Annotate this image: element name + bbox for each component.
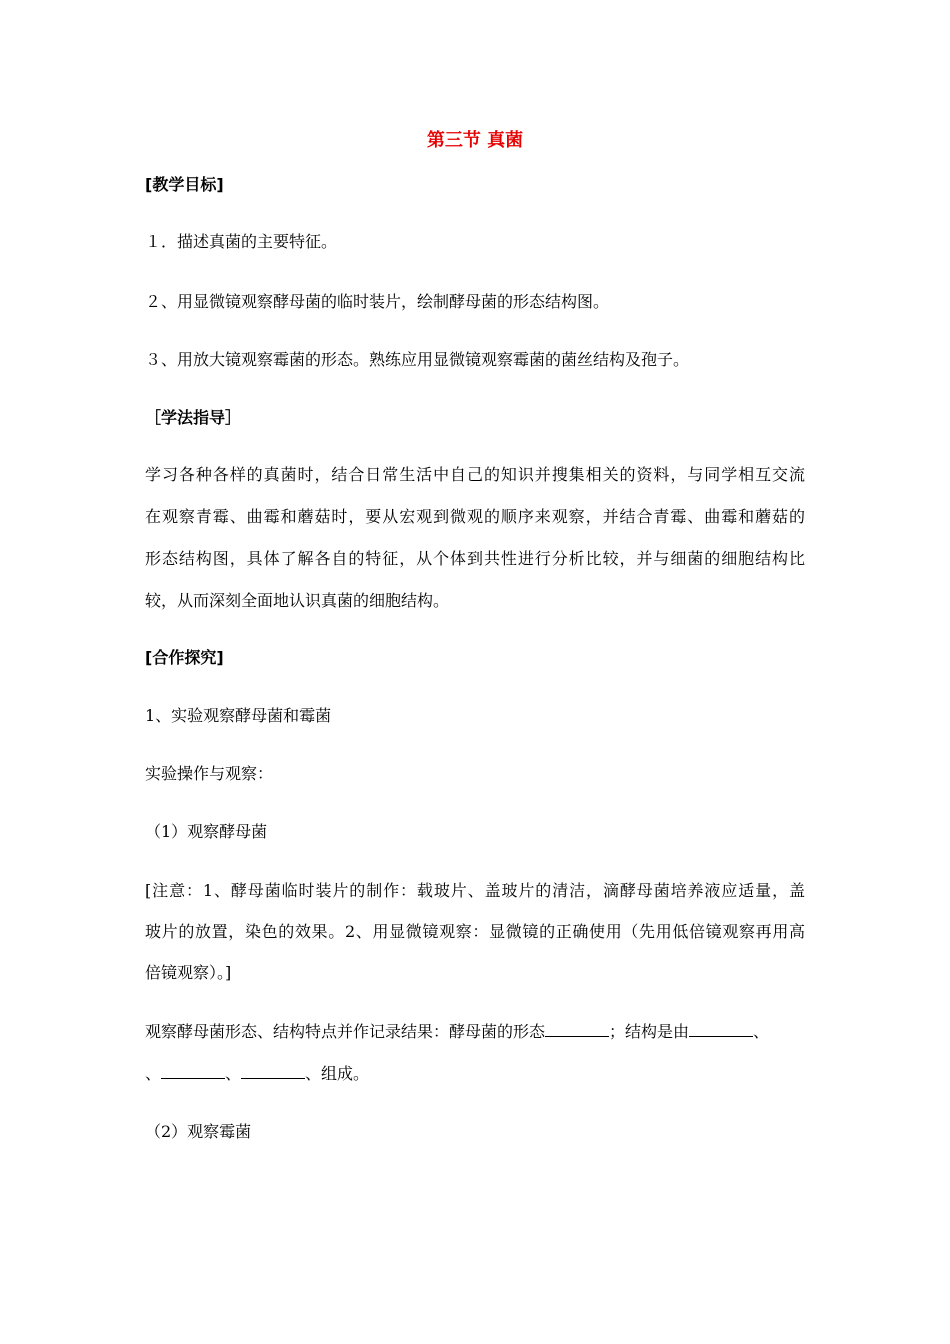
note-line: 玻片的放置，染色的效果。2、用显微镜观察：显微镜的正确使用（先用低倍镜观察再用高 [145,922,805,941]
fill-blank[interactable] [545,1022,609,1037]
method-heading: ［学法指导］ [145,408,242,427]
subsection-yeast: （1）观察酵母菌 [145,822,268,841]
method-line: 学习各种各样的真菌时，结合日常生活中自己的知识并搜集相关的资料，与同学相互交流 [145,465,805,484]
fill-blank[interactable] [689,1022,753,1037]
subsection-mold: （2）观察霉菌 [145,1122,252,1141]
record-text: 、 [145,1064,162,1083]
objective-item: ２、用显微镜观察酵母菌的临时装片，绘制酵母菌的形态结构图。 [145,292,610,311]
page-title: 第三节 真菌 [426,130,524,151]
fill-blank[interactable] [241,1064,305,1079]
note-line: [注意：1、酵母菌临时装片的制作：载玻片、盖玻片的清洁，滴酵母菌培养液应适量，盖 [145,881,805,900]
method-line: 较，从而深刻全面地认识真菌的细胞结构。 [145,591,450,610]
record-text: 观察酵母菌形态、结构特点并作记录结果：酵母菌的形态 [145,1022,546,1041]
record-text: 、 [753,1022,770,1041]
record-line [145,1022,769,1042]
record-text: ；结构是由 [609,1022,690,1041]
coop-heading: [合作探究] [145,648,224,667]
record-text: 、 [225,1064,242,1083]
fill-blank[interactable] [161,1064,225,1079]
method-line: 形态结构图，具体了解各自的特征，从个体到共性进行分析比较，并与细菌的细胞结构比 [145,549,805,568]
record-text: 、组成。 [305,1064,370,1083]
objective-item: ３、用放大镜观察霉菌的形态。熟练应用显微镜观察霉菌的菌丝结构及孢子。 [145,350,690,369]
experiment-item: 1、实验观察酵母菌和霉菌 [145,706,332,725]
objectives-heading: [教学目标] [145,175,224,194]
objective-item: １．描述真菌的主要特征。 [145,232,338,251]
method-line: 在观察青霉、曲霉和蘑菇时，要从宏观到微观的顺序来观察，并结合青霉、曲霉和蘑菇的 [145,507,805,526]
note-line: 倍镜观察）。] [145,963,232,982]
operation-label: 实验操作与观察： [145,764,274,783]
record-line [145,1064,369,1084]
